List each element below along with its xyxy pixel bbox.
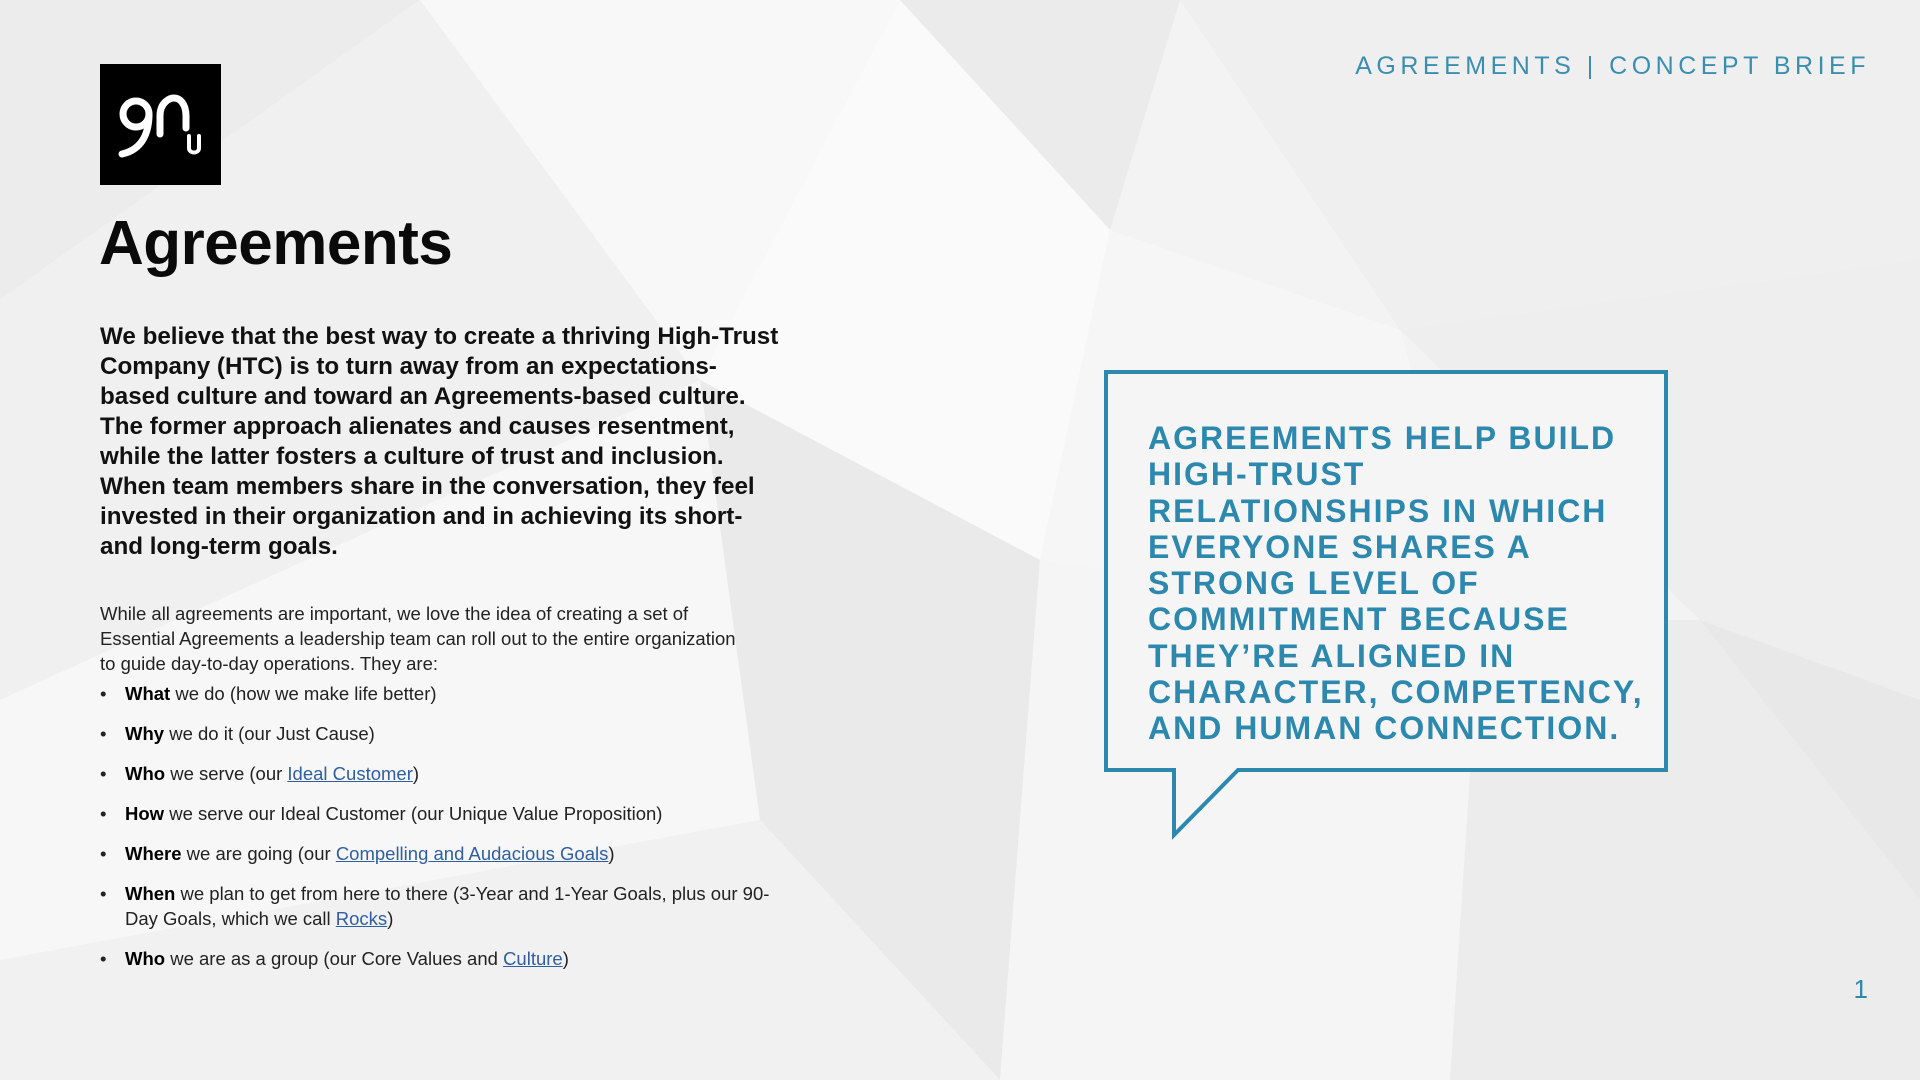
list-item-keyword: When: [125, 883, 176, 904]
list-item: [100, 881, 780, 931]
page-number: 1: [1853, 974, 1868, 1004]
document-header-label: AGREEMENTS | CONCEPT BRIEF: [1355, 52, 1870, 80]
bullet-marker: •: [100, 683, 107, 704]
bullet-marker: •: [100, 948, 107, 969]
bullet-marker: •: [100, 883, 107, 904]
body-paragraph: While all agreements are important, we love the idea of creating a set of Essential Agreements a leadership team can roll out to the entire organization to guide day-to-day operations. They are:: [100, 603, 736, 674]
list-item-text: we serve our Ideal Customer (our Unique Value Proposition): [164, 803, 663, 824]
list-item-keyword: Why: [125, 723, 165, 744]
compelling-goals-link[interactable]: Compelling and Audacious Goals: [335, 843, 609, 864]
callout-quote-text: AGREEMENTS HELP BUILD HIGH-TRUST RELATIONSHIPS IN WHICH EVERYONE SHARES A STRONG LEVEL OF COMMITMENT BECAUSE THEY’RE ALIGNED IN CHARACTER, COMPETENCY, AND HUMAN CONNECTION.: [1148, 420, 1644, 747]
essential-agreements-list: [100, 681, 780, 986]
bullet-marker: •: [100, 763, 107, 784]
company-logo: [100, 64, 221, 185]
list-item-text: ): [412, 763, 420, 784]
ideal-customer-link[interactable]: Ideal Customer: [287, 763, 413, 784]
list-item-text: ): [608, 843, 615, 864]
culture-link[interactable]: Culture: [503, 948, 563, 969]
list-item-keyword: How: [125, 803, 165, 824]
page-title: Agreements: [99, 209, 453, 278]
logo-mark: [100, 64, 221, 185]
list-item: [100, 761, 780, 786]
list-item-keyword: Who: [125, 948, 166, 969]
list-item-text: ): [387, 908, 394, 929]
list-item-keyword: Where: [125, 843, 182, 864]
list-item-text: we plan to get from here to there (3-Year and 1-Year Goals, plus our 90-Day Goals, which we call: [125, 883, 770, 929]
list-item: [100, 801, 780, 826]
list-item-text: we serve (our: [165, 763, 288, 784]
list-item-text: we are as a group (our Core Values and: [165, 948, 504, 969]
list-item-text: we do (how we make life better): [170, 683, 437, 704]
list-item-keyword: What: [125, 683, 171, 704]
list-item-keyword: Who: [125, 763, 166, 784]
rocks-link[interactable]: Rocks: [335, 908, 388, 929]
list-item-text: ): [562, 948, 569, 969]
bullet-marker: •: [100, 843, 107, 864]
quote-callout: [1104, 370, 1670, 840]
list-item-text: we do it (our Just Cause): [164, 723, 375, 744]
bullet-marker: •: [100, 803, 107, 824]
list-item: [100, 721, 780, 746]
intro-paragraph: We believe that the best way to create a thriving High-Trust Company (HTC) is to turn away from an expectations-based culture and toward an Agreements-based culture. The former approach alienates and causes resentment, while the latter fosters a culture of trust and inclusion. When team members share in the conversation, they feel invested in their organization and in achieving its short- and long-term goals.: [100, 323, 779, 560]
list-item: [100, 841, 780, 866]
bullet-marker: •: [100, 723, 107, 744]
list-item: [100, 681, 780, 706]
list-item-text: we are going (our: [181, 843, 336, 864]
list-item: [100, 946, 780, 971]
